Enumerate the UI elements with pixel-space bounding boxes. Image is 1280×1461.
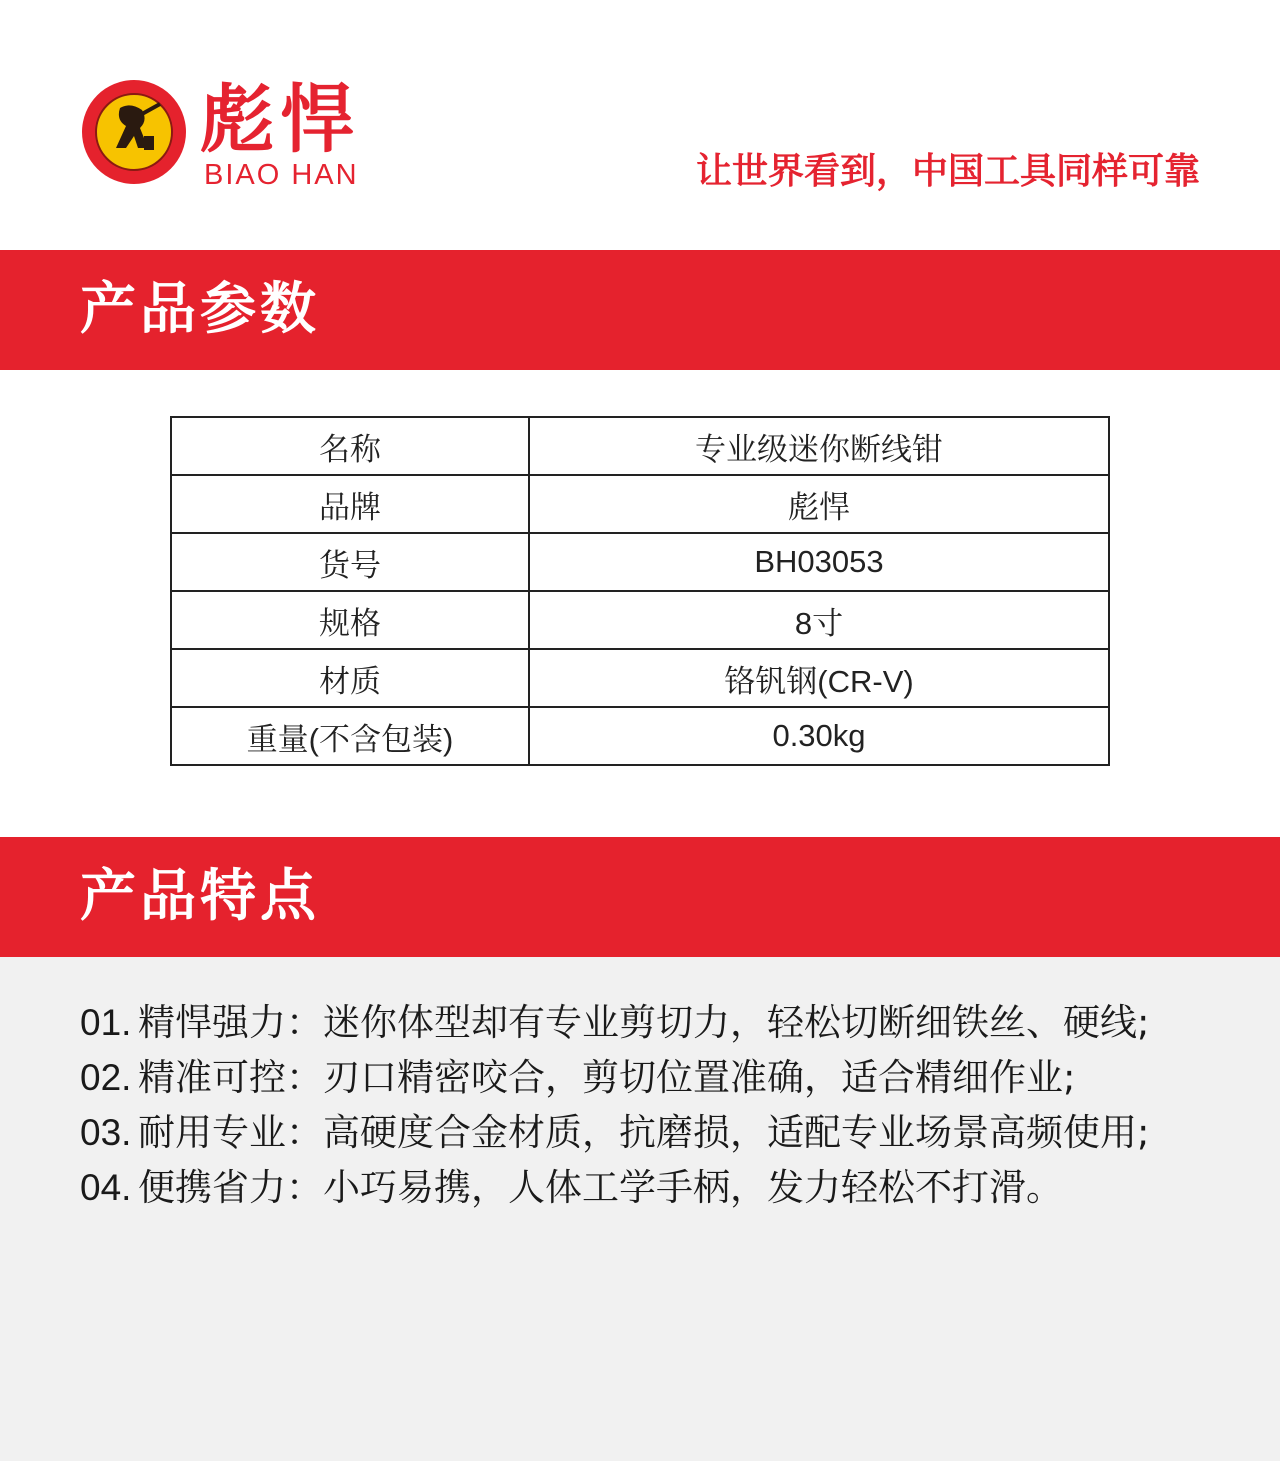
feature-number: 03.: [80, 1112, 132, 1153]
spec-value: BH03053: [529, 533, 1109, 591]
list-item: [80, 1160, 1210, 1215]
table-row: [171, 533, 1109, 591]
feature-number: 01.: [80, 1002, 132, 1043]
feature-number: 04.: [80, 1167, 132, 1208]
brand-seal-logo: [80, 78, 188, 186]
spec-value: 铬钒钢(CR-V): [529, 649, 1109, 707]
table-row: [171, 475, 1109, 533]
feature-text: 便携省力：小巧易携，人体工学手柄，发力轻松不打滑。: [138, 1166, 1063, 1209]
feature-text: 精准可控：刃口精密咬合，剪切位置准确，适合精细作业;: [138, 1056, 1076, 1099]
list-item: [80, 995, 1210, 1050]
feature-text: 精悍强力：迷你体型却有专业剪切力，轻松切断细铁丝、硬线;: [138, 1001, 1150, 1044]
table-row: [171, 417, 1109, 475]
spec-table: [170, 416, 1110, 766]
spec-value: 专业级迷你断线钳: [529, 417, 1109, 475]
table-row: [171, 591, 1109, 649]
spec-key: 重量(不含包装): [171, 707, 529, 765]
spec-value: 0.30kg: [529, 707, 1109, 765]
spec-key: 货号: [171, 533, 529, 591]
feature-text: 耐用专业：高硬度合金材质，抗磨损，适配专业场景高频使用;: [138, 1111, 1150, 1154]
features-list: [80, 995, 1210, 1215]
spec-value: 彪悍: [529, 475, 1109, 533]
header: [0, 0, 1280, 250]
table-row: [171, 649, 1109, 707]
table-row: [171, 707, 1109, 765]
list-item: [80, 1105, 1210, 1160]
params-section-title: 产品参数: [80, 277, 320, 342]
features-section-banner: [0, 837, 1280, 957]
brand-slogan: 让世界看到，中国工具同样可靠: [695, 151, 1200, 192]
features-panel: [0, 957, 1280, 1461]
spec-key: 规格: [171, 591, 529, 649]
brand-name-en: BIAO HAN: [204, 159, 359, 191]
spec-key: 品牌: [171, 475, 529, 533]
params-section-banner: [0, 250, 1280, 370]
brand-name-cn: 彪悍: [200, 77, 360, 163]
spec-key: 材质: [171, 649, 529, 707]
list-item: [80, 1050, 1210, 1105]
spec-value: 8寸: [529, 591, 1109, 649]
feature-number: 02.: [80, 1057, 132, 1098]
spec-key: 名称: [171, 417, 529, 475]
features-section-title: 产品特点: [80, 864, 320, 929]
